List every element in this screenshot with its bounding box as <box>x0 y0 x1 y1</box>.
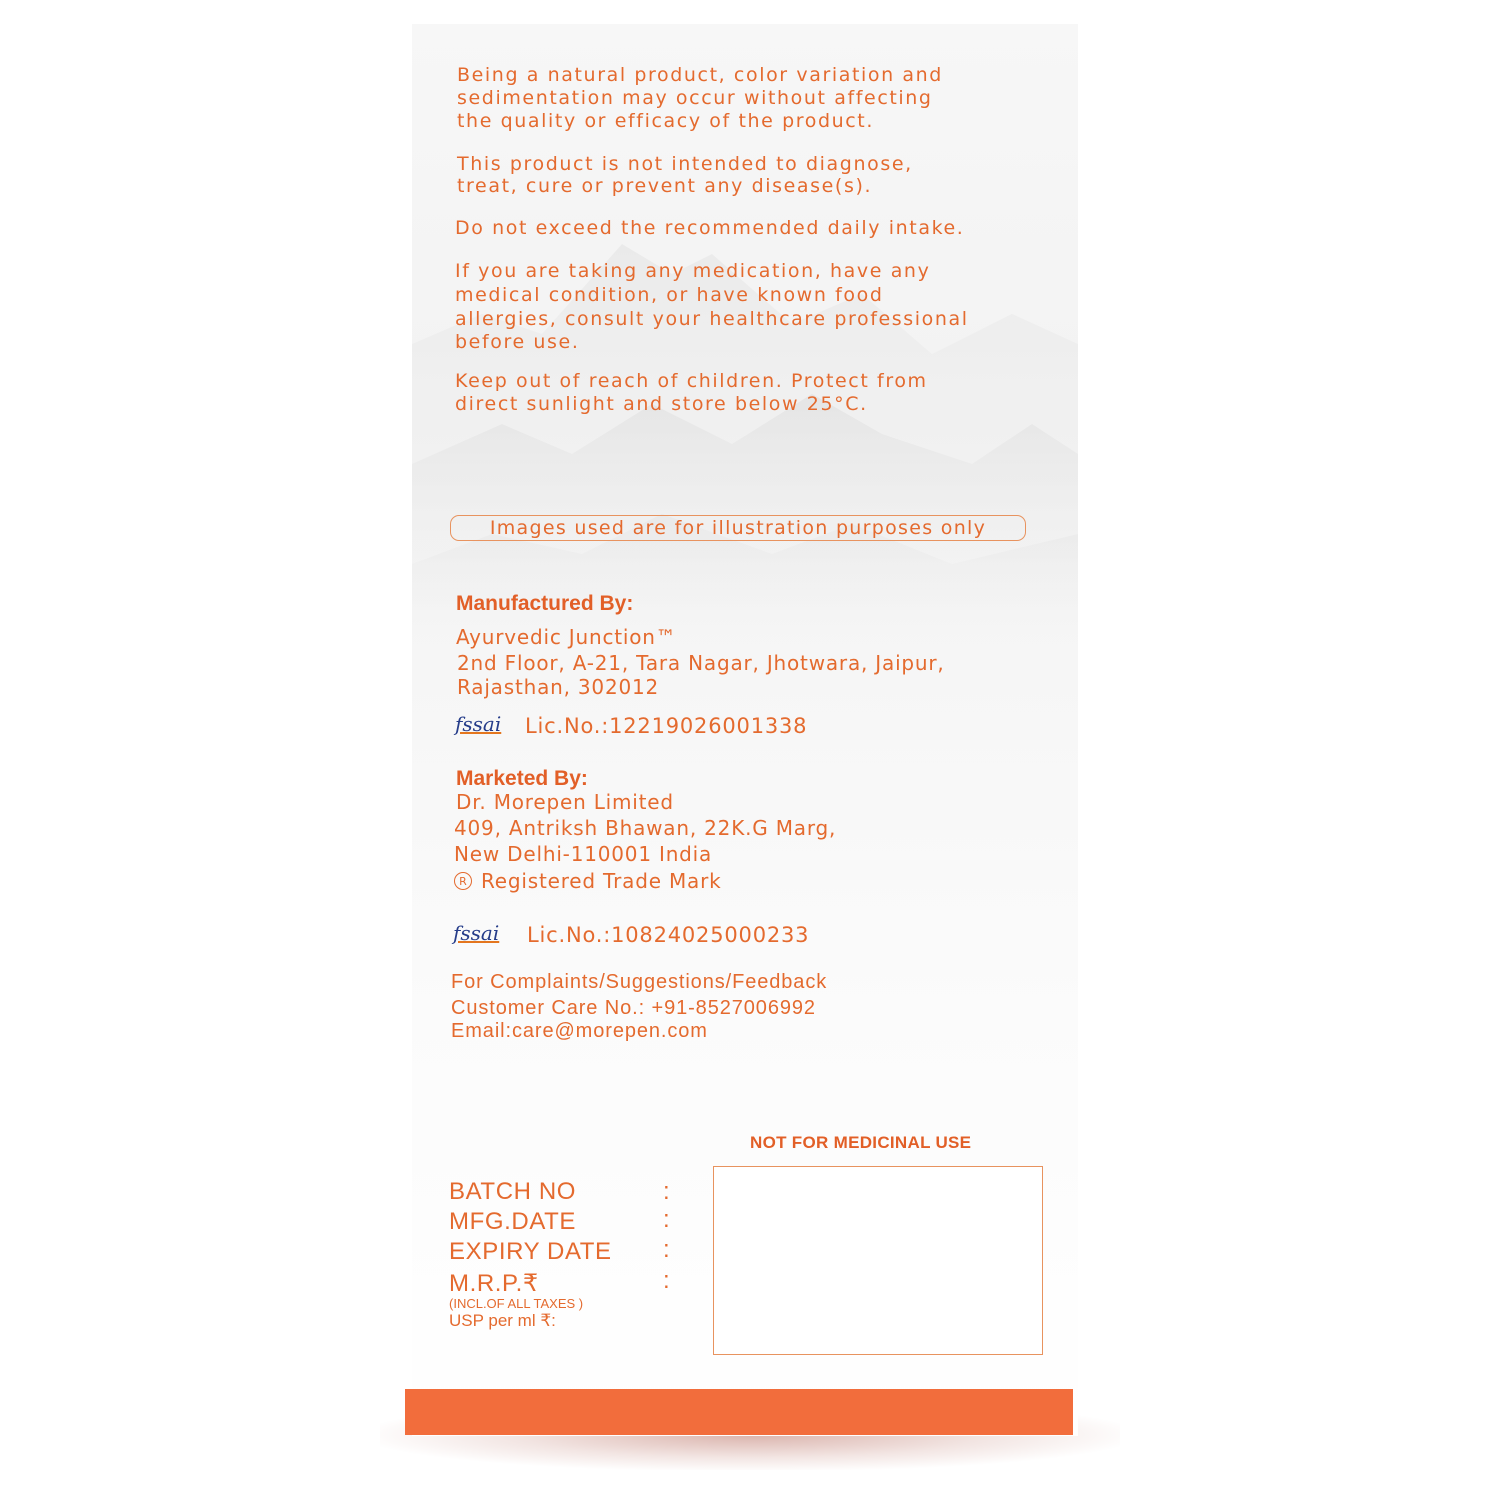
marketer-address-line-2: New Delhi-110001 India <box>454 842 713 866</box>
mrp-tax-note: (INCL.OF ALL TAXES ) <box>449 1296 584 1311</box>
manufacturer-license: Lic.No.:12219026001338 <box>525 714 808 738</box>
mrp-colon: : <box>663 1267 670 1294</box>
illustration-disclaimer-badge: Images used are for illustration purposes only <box>450 515 1026 541</box>
warning-natural-line-2: sedimentation may occur without affecting <box>457 87 933 109</box>
warning-natural-line-1: Being a natural product, color variation and <box>457 64 943 86</box>
customer-care-email: Email:care@morepen.com <box>451 1020 708 1042</box>
marketer-license: Lic.No.:10824025000233 <box>527 923 810 947</box>
warning-storage-line-1: Keep out of reach of children. Protect from <box>455 370 928 392</box>
warning-diagnose-line-1: This product is not intended to diagnose, <box>457 153 913 175</box>
warning-daily-intake: Do not exceed the recommended daily intake. <box>455 217 965 239</box>
batch-print-box <box>713 1166 1043 1355</box>
mrp-label: M.R.P.₹ <box>449 1270 539 1297</box>
warning-diagnose-line-2: treat, cure or prevent any disease(s). <box>457 175 873 197</box>
not-for-medicinal-use: NOT FOR MEDICINAL USE <box>750 1133 972 1152</box>
complaints-line: For Complaints/Suggestions/Feedback <box>451 971 828 993</box>
fssai-logo-icon: fssai <box>455 712 502 736</box>
mfg-date-label: MFG.DATE <box>449 1208 577 1235</box>
warning-medication-line-3: allergies, consult your healthcare professional <box>455 308 969 330</box>
manufacturer-address-line-1: 2nd Floor, A-21, Tara Nagar, Jhotwara, Jaipur, <box>457 651 945 675</box>
manufacturer-name: Ayurvedic Junction™ <box>456 625 677 649</box>
mfg-date-colon: : <box>663 1206 670 1233</box>
warning-medication-line-2: medical condition, or have known food <box>455 284 884 306</box>
expiry-date-colon: : <box>663 1236 670 1263</box>
warning-medication-line-1: If you are taking any medication, have any <box>455 260 931 282</box>
orange-bottom-band <box>405 1389 1073 1435</box>
warning-storage-line-2: direct sunlight and store below 25°C. <box>455 393 868 415</box>
customer-care-number: Customer Care No.: +91-8527006992 <box>451 997 816 1019</box>
fssai-logo-icon: fssai <box>453 921 500 945</box>
warning-natural-line-3: the quality or efficacy of the product. <box>457 110 874 132</box>
expiry-date-label: EXPIRY DATE <box>449 1238 612 1265</box>
usp-per-ml-label: USP per ml ₹: <box>449 1311 556 1330</box>
marketer-heading: Marketed By: <box>456 767 588 790</box>
marketer-address-line-1: 409, Antriksh Bhawan, 22K.G Marg, <box>454 816 837 840</box>
registered-trademark-icon: R <box>454 872 472 890</box>
manufacturer-address-line-2: Rajasthan, 302012 <box>457 675 660 699</box>
registered-trademark-text: Registered Trade Mark <box>481 869 722 893</box>
warning-medication-line-4: before use. <box>455 331 580 353</box>
marketer-name: Dr. Morepen Limited <box>456 790 674 814</box>
batch-no-label: BATCH NO <box>449 1178 577 1205</box>
manufacturer-heading: Manufactured By: <box>456 592 634 615</box>
batch-no-colon: : <box>663 1178 670 1205</box>
